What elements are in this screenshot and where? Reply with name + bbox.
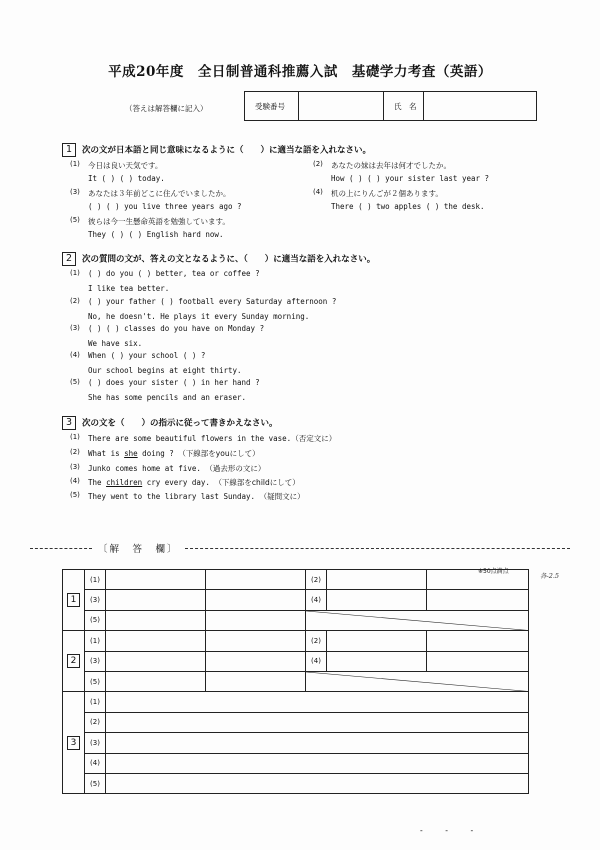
q3-item-5-text: They went to the library last Sunday. [88,492,256,501]
exam-number-label: 受験番号 [245,92,299,120]
q2-item-3-a: We have six. [88,339,143,348]
q1-item-4-en: There ( ) two apples ( ) the desk. [331,202,485,211]
row-label: (5) [85,671,106,691]
q2-item-1-q: ( ) do you ( ) better, tea or coffee ? [88,269,260,278]
answer-cell-3-1[interactable] [106,692,529,712]
answer-cell-2-4b[interactable] [427,651,529,671]
answer-cell-1-3a[interactable] [106,590,206,610]
id-box [244,91,537,121]
answer-cell-2-3b[interactable] [206,651,306,671]
q1-item-1-no: (1) [70,160,80,168]
q3-heading [62,416,278,430]
q2-number: 2 [62,252,76,266]
row-label: (3) [85,590,106,610]
q3-item-4-underlined: children [106,478,143,487]
q1-item-5-no: (5) [70,216,80,224]
section-2-label: 2 [63,631,85,692]
q2-item-5-no: (5) [70,378,80,386]
answer-cell-2-2a[interactable] [327,631,427,651]
answer-cell-2-1b[interactable] [206,631,306,651]
q3-item-3 [88,463,265,474]
table-row [63,590,529,610]
answer-sheet-title: 〔解 答 欄〕 [98,544,179,555]
q3-item-5-no: (5) [70,491,80,499]
exam-title: 平成20年度 全日制普通科推薦入試 基礎学力考査（英語） [108,64,492,80]
score-note: ※50点満点 [478,568,509,575]
q2-item-2-a: No, he doesn't. He plays it every Sunday morning. [88,312,310,321]
answer-cell-1-2a[interactable] [327,570,427,590]
q3-item-2-no: (2) [70,448,80,456]
q3-item-2-pre: What is [88,449,125,458]
row-label: (2) [85,712,106,732]
answer-cell-2-4a[interactable] [327,651,427,671]
q2-item-1-a: I like tea better. [88,284,170,293]
dashed-rule-left [30,548,92,549]
q2-item-5-q: ( ) does your sister ( ) in her hand ? [88,378,260,387]
row-label: (3) [85,733,106,753]
q2-item-4-no: (4) [70,351,80,359]
q3-item-4-post: cry every day. [142,478,210,487]
q2-item-4-q: When ( ) your school ( ) ? [88,351,206,360]
answer-cell-1-4a[interactable] [327,590,427,610]
q1-instruction: 次の文が日本語と同じ意味になるように（ ）に適当な語を入れなさい。 [82,145,372,156]
q3-item-2 [88,448,260,459]
q1-number: 1 [62,143,76,157]
q1-item-5-en: They ( ) ( ) English hard now. [88,230,224,239]
row-label: (2) [306,570,327,590]
q1-item-3-en: ( ) ( ) you live three years ago ? [88,202,242,211]
table-row [63,651,529,671]
q1-item-5-ja: 彼らは今一生懸命英語を勉強しています。 [88,217,230,226]
q3-instruction: 次の文を（ ）の指示に従って書きかえなさい。 [82,418,278,429]
answer-cell-3-3[interactable] [106,733,529,753]
answer-cell-1-5b[interactable] [206,610,306,630]
row-label: (5) [85,773,106,793]
name-label: 氏 名 [384,92,424,120]
q3-item-2-post: doing ? [137,449,174,458]
q2-instruction: 次の質問の文が、答えの文となるように、（ ）に適当な語を入れなさい。 [82,254,376,265]
table-row [63,570,529,590]
answer-sheet-header [30,541,570,555]
answer-cell-3-2[interactable] [106,712,529,732]
q1-item-4-no: (4) [313,188,323,196]
q1-item-2-en: How ( ) ( ) your sister last year ? [331,174,490,183]
row-label: (5) [85,610,106,630]
answer-cell-1-4b[interactable] [427,590,529,610]
row-label: (1) [85,692,106,712]
answer-cell-1-2b[interactable] [427,570,529,590]
q2-item-2-no: (2) [70,297,80,305]
q1-item-4-ja: 机の上にりんごが２個あります。 [331,189,443,198]
row-label: (3) [85,651,106,671]
answer-table [62,569,529,794]
q3-item-1-hint: （否定文に） [291,434,337,443]
answer-cell-2-2b[interactable] [427,631,529,651]
q1-item-3-no: (3) [70,188,80,196]
q3-item-3-text: Junko comes home at five. [88,464,201,473]
q3-item-4-hint: （下線部をchildにして） [214,478,300,487]
row-label: (2) [306,631,327,651]
answer-cell-1-1a[interactable] [106,570,206,590]
handwritten-mark: 各-2.5 [540,572,560,580]
q1-heading [62,143,371,157]
answer-cell-2-1a[interactable] [106,631,206,651]
row-label: (1) [85,631,106,651]
q2-item-1-no: (1) [70,269,80,277]
q1-item-3-ja: あなたは３年前どこに住んでいましたか。 [88,189,231,198]
table-row [63,773,529,793]
q3-item-1-no: (1) [70,433,80,441]
row-label: (1) [85,570,106,590]
answer-cell-2-5a[interactable] [106,671,206,691]
q3-item-3-hint: （過去形の文に） [205,464,266,473]
q2-item-4-a: Our school begins at eight thirty. [88,366,242,375]
table-row [63,671,529,691]
bottom-marks: - - - [420,826,484,835]
row-label: (4) [306,651,327,671]
section-1-label: 1 [63,570,85,631]
q3-item-2-underlined: she [124,449,138,458]
table-row [63,733,529,753]
row-label: (4) [306,590,327,610]
dashed-rule-right [185,548,570,549]
q3-item-1-text: There are some beautiful flowers in the vase. [88,434,292,443]
crossed-out-cell [306,610,529,630]
q2-item-2-q: ( ) your father ( ) football every Saturday afternoon ? [88,297,337,306]
answer-cell-2-3a[interactable] [106,651,206,671]
table-row [63,692,529,712]
q3-number: 3 [62,416,76,430]
q2-item-5-a: She has some pencils and an eraser. [88,393,247,402]
section-3-label: 3 [63,692,85,794]
table-row [63,631,529,651]
answer-cell-1-5a[interactable] [106,610,206,630]
answer-cell-3-5[interactable] [106,773,529,793]
answer-note: （答えは解答欄に記入） [125,104,208,113]
q2-item-3-q: ( ) ( ) classes do you have on Monday ? [88,324,265,333]
q1-item-2-ja: あなたの妹は去年は何才でしたか。 [331,161,451,170]
table-row [63,610,529,630]
q2-item-3-no: (3) [70,324,80,332]
q3-item-3-no: (3) [70,463,80,471]
table-row [63,753,529,773]
answer-cell-1-3b[interactable] [206,590,306,610]
q2-heading [62,252,375,266]
exam-number-field[interactable] [299,92,384,120]
q3-item-2-hint: （下線部をyouにして） [178,449,260,458]
q3-item-1 [88,433,336,444]
crossed-out-cell [306,671,529,691]
q3-item-4 [88,477,300,488]
answer-cell-3-4[interactable] [106,753,529,773]
answer-cell-2-5b[interactable] [206,671,306,691]
table-row [63,712,529,732]
q1-item-2-no: (2) [313,160,323,168]
name-field[interactable] [424,92,536,120]
q3-item-5 [88,491,305,502]
row-label: (4) [85,753,106,773]
answer-cell-1-1b[interactable] [206,570,306,590]
q3-item-4-no: (4) [70,477,80,485]
q1-item-1-en: It ( ) ( ) today. [88,174,165,183]
q1-item-1-ja: 今日は良い天気です。 [88,161,163,170]
q3-item-4-pre: The [88,478,107,487]
q3-item-5-hint: （疑問文に） [259,492,305,501]
